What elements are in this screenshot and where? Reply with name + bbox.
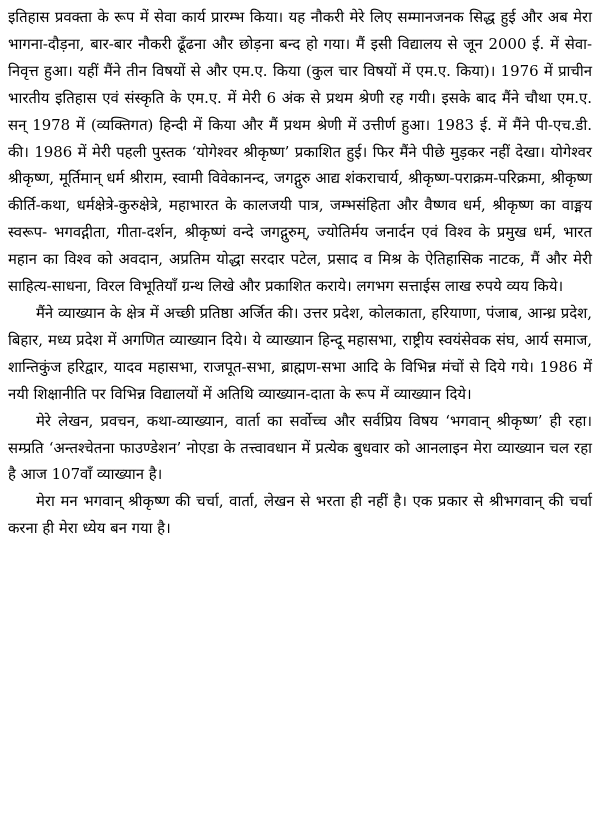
paragraph-career: इतिहास प्रवक्ता के रूप में सेवा कार्य प्रारम्भ किया। यह नौकरी मेरे लिए सम्मानजनक सिद्ध हुई और अब मेरा भागना-दौड़ना, बार-बार नौकरी ढूँढना और छोड़ना बन्द हो गया। मैं इसी विद्यालय से जून 2000 ई. में सेवा-निवृत्त हुआ। यहीं मैंने तीन विषयों से और एम.ए. किया (कुल चार विषयों में एम.ए. किया)। 1976 में प्राचीन भारतीय इतिहास एवं संस्कृति के एम.ए. में मेरी 6 अंक से प्रथम श्रेणी रह गयी। इसके बाद मैंने चौथा एम.ए. सन् 1978 में (व्यक्तिगत) हिन्दी में किया और मैं प्रथम श्रेणी में उत्तीर्ण हुआ। 1983 ई. में मैंने पी-एच.डी. की। 1986 में मेरी पहली पुस्तक ‘योगेश्वर श्रीकृष्ण’ प्रकाशित हुई। फिर मैंने पीछे मुड़कर नहीं देखा। योगेश्वर श्रीकृष्ण, मूर्तिमान् धर्म श्रीराम, स्वामी विवेकानन्द, जगद्गुरु आद्य शंकराचार्य, श्रीकृष्ण-पराक्रम-परिक्रमा, श्रीकृष्ण कीर्ति-कथा, धर्मक्षेत्रे-कुरुक्षेत्रे, महाभारत के कालजयी पात्र, जम्भसंहिता और वैष्णव धर्म, श्रीकृष्ण का वाङ्मय स्वरूप- भगवद्गीता, गीता-दर्शन, श्रीकृष्णं वन्दे जगद्गुरुम्, ज्योतिर्मय जनार्दन एवं विश्व के प्रमुख धर्म, भारत महान का विश्व को अवदान, अप्रतिम योद्धा सरदार पटेल, प्रसाद व मिश्र के ऐतिहासिक नाटक, मैं और मेरी साहित्य-साधना, विरल विभूतियाँ ग्रन्थ लिखे और प्रकाशित कराये। लगभग सत्ताईस लाख रुपये व्यय किये।: [8, 8, 592, 296]
paragraph-lectures: मैंने व्याख्यान के क्षेत्र में अच्छी प्रतिष्ठा अर्जित की। उत्तर प्रदेश, कोलकाता, हरियाणा, पंजाब, आन्ध्र प्रदेश, बिहार, मध्य प्रदेश में अगणित व्याख्यान दिये। ये व्याख्यान हिन्दू महासभा, राष्ट्रीय स्वयंसेवक संघ, आर्य समाज, शान्तिकुंज हरिद्वार, यादव महासभा, राजपूत-सभा, ब्राह्मण-सभा आदि के विभिन्न मंचों से दिये गये। 1986 में नयी शिक्षानीति पर विभिन्न विद्यालयों में अतिथि व्याख्यान-दाता के रूप में व्याख्यान दिये।: [8, 303, 592, 403]
paragraph-favourite-subject: मेरे लेखन, प्रवचन, कथा-व्याख्यान, वार्ता का सर्वोच्च और सर्वप्रिय विषय ‘भगवान् श्रीकृष्ण’ ही रहा। सम्प्रति ‘अन्तश्चेतना फाउण्डेशन’ नोएडा के तत्त्वावधान में प्रत्येक बुधवार को आनलाइन मेरा व्याख्यान चल रहा है आज 107वाँ व्याख्यान है।: [8, 411, 592, 484]
paragraph-aim: मेरा मन भगवान् श्रीकृष्ण की चर्चा, वार्ता, लेखन से भरता ही नहीं है। एक प्रकार से श्रीभगवान् की चर्चा करना ही मेरा ध्येय बन गया है।: [8, 492, 592, 538]
